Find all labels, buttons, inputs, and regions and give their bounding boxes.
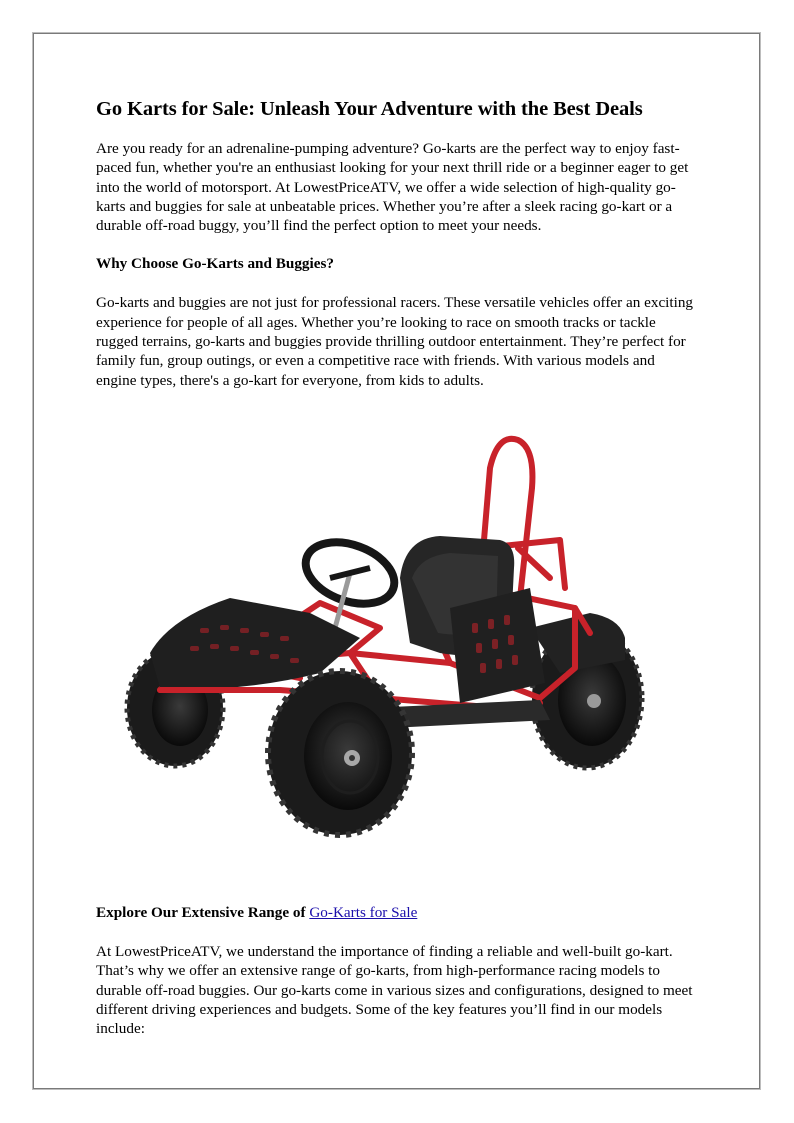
explore-heading-text: Explore Our Extensive Range of bbox=[96, 903, 310, 921]
front-right-wheel bbox=[268, 671, 412, 835]
why-paragraph: Go-karts and buggies are not just for professional racers. These versatile vehicles offer an exciting experience for people of all ages. Whether you’re looking to race on smooth tracks or tackle rugged terrains, go-karts and buggies provide thrilling outdoor entertainment. They’re perfect for family fun, group outings, or even a competitive race with friends. With various models and engine types, there's a go-kart for everyone, from kids to adults. bbox=[96, 294, 694, 389]
intro-paragraph: Are you ready for an adrenaline-pumping adventure? Go-karts are the perfect way to enjoy fast-paced fun, whether you're an enthusiast looking for your next thrill ride or a beginner eager to get into the world of motorsport. At LowestPriceATV, we offer a wide selection of high-quality go-karts and buggies for sale at unbeatable prices. Whether you’re after a sleek racing go-kart or a durable off-road buggy, you’ll find the perfect option to meet your needs. bbox=[96, 140, 689, 235]
explore-paragraph: At LowestPriceATV, we understand the importance of finding a reliable and well-built go-kart. That’s why we offer an extensive range of go-karts, from high-performance racing models to durable off-road buggies. Our go-karts come in various sizes and configurations, designed to meet different driving experiences and budgets. Some of the key features you’ll find in our models include: bbox=[96, 942, 693, 1038]
side-net bbox=[450, 588, 545, 703]
go-kart-photo-icon bbox=[120, 428, 676, 858]
go-karts-for-sale-link[interactable]: Go-Karts for Sale bbox=[309, 903, 418, 921]
document-body bbox=[96, 96, 696, 1038]
go-kart-image bbox=[120, 428, 676, 858]
explore-heading bbox=[96, 903, 696, 922]
page-title: Go Karts for Sale: Unleash Your Adventure with the Best Deals bbox=[96, 98, 643, 120]
why-heading: Why Choose Go-Karts and Buggies? bbox=[96, 255, 334, 273]
